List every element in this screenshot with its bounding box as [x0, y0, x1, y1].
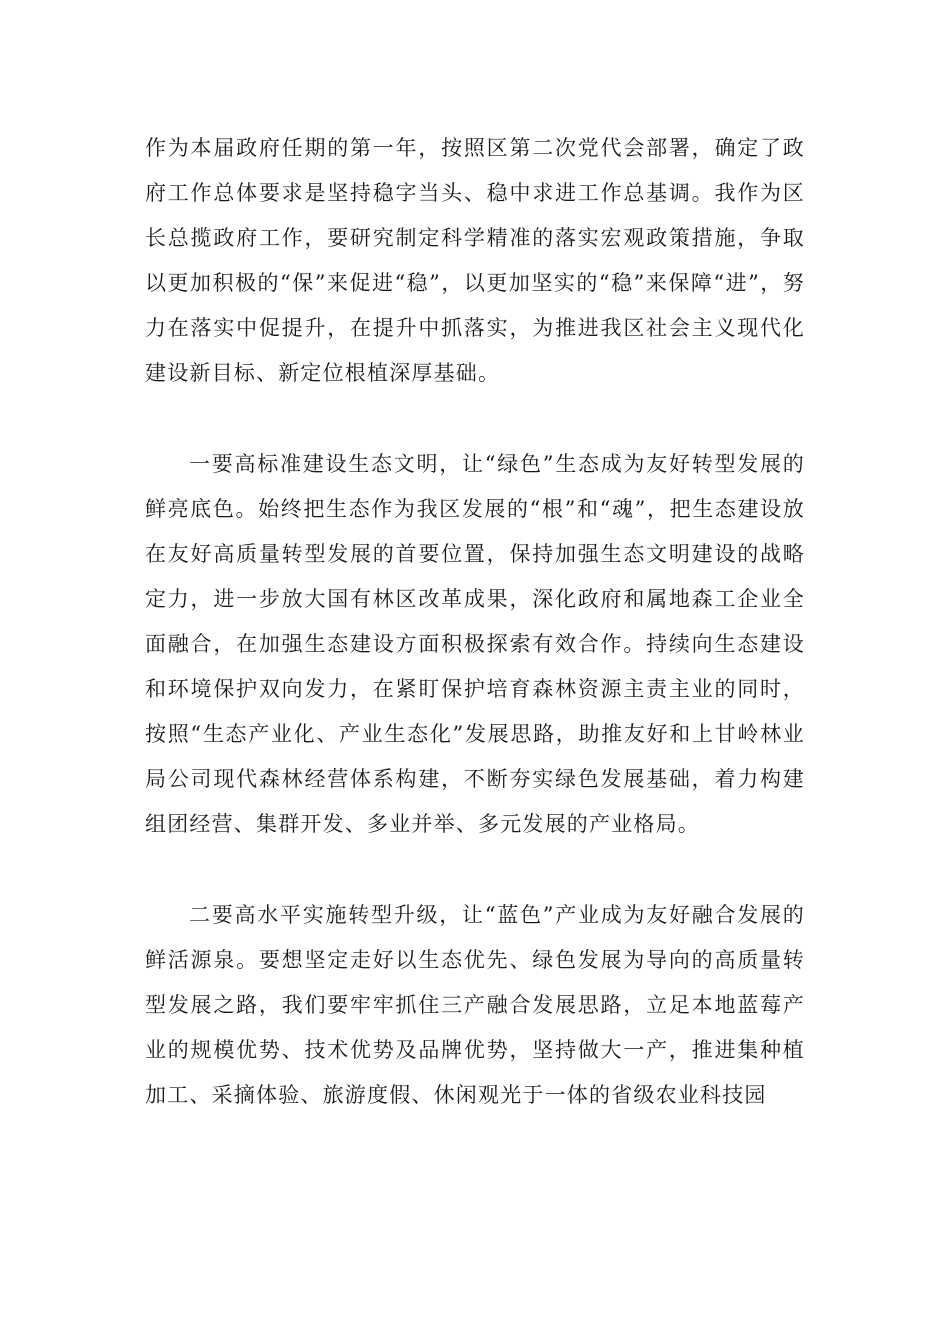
paragraph-ecology: 一要高标准建设生态文明，让“绿色”生态成为友好转型发展的鲜亮底色。始终把生态作为我区发展的“根”和“魂”，把生态建设放在友好高质量转型发展的首要位置，保持加强生态文明建设的战略定力，进一步放大国有林区改革成果，深化政府和属地森工企业全面融合，在加强生态建设方面积极探索有效合作。持续向生态建设和环境保护双向发力，在紧盯保护培育森林资源主责主业的同时，按照“生态产业化、产业生态化”发展思路，助推友好和上甘岭林业局公司现代森林经营体系构建，不断夯实绿色发展基础，着力构建组团经营、集群开发、多业并举、多元发展的产业格局。	[145, 452, 805, 836]
paragraph-intro: 作为本届政府任期的第一年，按照区第二次党代会部署，确定了政府工作总体要求是坚持稳字当头、稳中求进工作总基调。我作为区长总揽政府工作，要研究制定科学精准的落实宏观政策措施，争取以更加积极的“保”来促进“稳”，以更加坚实的“稳”来保障“进”，努力在落实中促提升，在提升中抓落实，为推进我区社会主义现代化建设新目标、新定位根植深厚基础。	[145, 136, 805, 385]
paragraph-spacer	[145, 847, 805, 893]
paragraph-spacer	[145, 396, 805, 442]
document-body	[145, 126, 805, 1118]
paragraph-industry: 二要高水平实施转型升级，让“蓝色”产业成为友好融合发展的鲜活源泉。要想坚定走好以生态优先、绿色发展为导向的高质量转型发展之路，我们要牢牢抓住三产融合发展思路，立足本地蓝莓产业的规模优势、技术优势及品牌优势，坚持做大一产，推进集种植加工、采摘体验、旅游度假、休闲观光于一体的省级农业科技园	[145, 903, 805, 1107]
